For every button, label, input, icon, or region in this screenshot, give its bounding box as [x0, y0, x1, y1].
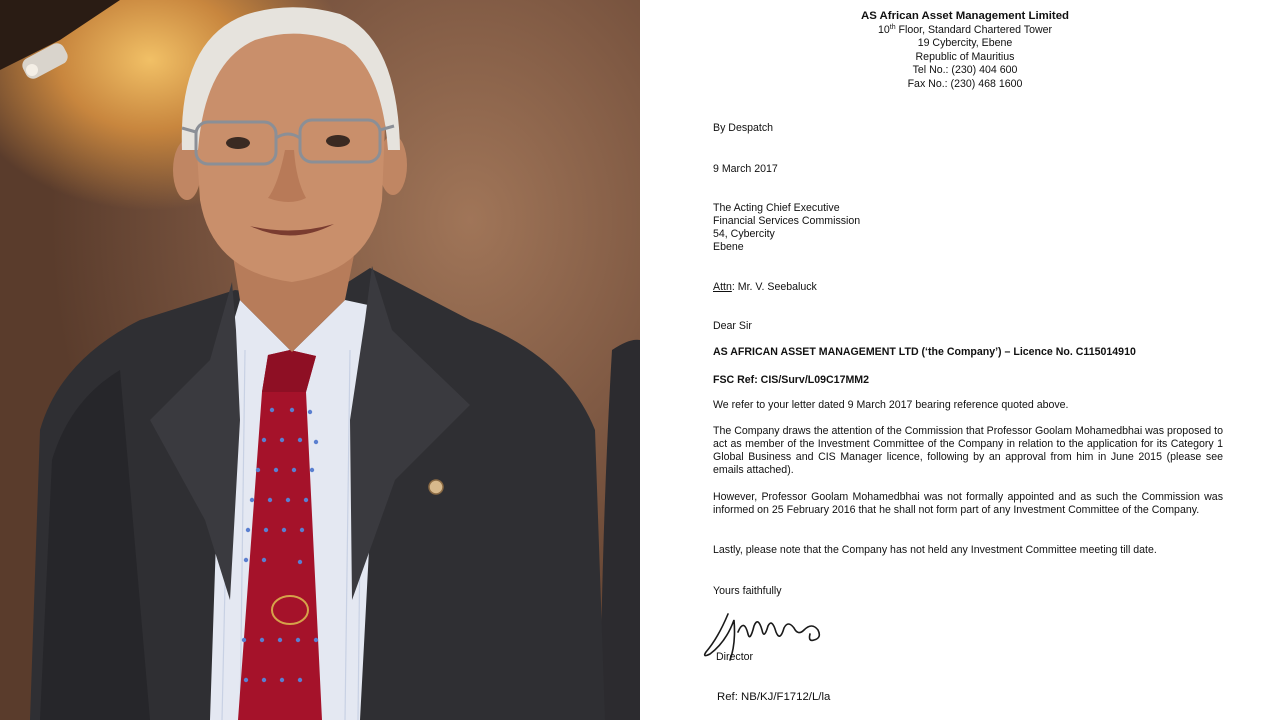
reference-heading: FSC Ref: CIS/Surv/L09C17MM2 — [713, 374, 869, 386]
recipient-line: 54, Cybercity — [713, 228, 775, 240]
delivery-method: By Despatch — [713, 122, 774, 134]
letter-page — [640, 0, 1280, 720]
letterhead-address-line-1 — [640, 24, 1280, 38]
floor-rest: Floor, Standard Chartered Tower — [895, 23, 1053, 36]
signer-title: Director — [716, 651, 754, 663]
left-eye — [226, 137, 250, 149]
attn-label: Attn — [713, 281, 732, 293]
recipient-line: The Acting Chief Executive — [713, 202, 840, 214]
recipient-block — [713, 202, 1223, 254]
closing: Yours faithfully — [713, 585, 782, 597]
ceiling-light — [0, 0, 120, 82]
letterhead-company: AS African Asset Management Limited — [860, 10, 1070, 22]
subject-line: AS AFRICAN ASSET MANAGEMENT LTD (‘the Company’) – Licence No. C115014910 — [713, 346, 1136, 358]
paragraph: Lastly, please note that the Company has not held any Investment Committee meeting till date. — [713, 544, 1157, 556]
floor-suffix: th — [889, 23, 896, 31]
letterhead-fax: Fax No.: (230) 468 1600 — [907, 77, 1023, 90]
letter-date: 9 March 2017 — [713, 163, 778, 175]
letterhead-address-line-2: 19 Cybercity, Ebene — [917, 37, 1013, 50]
side-shoulder — [600, 340, 640, 720]
footer-reference: Ref: NB/KJ/F1712/L/la — [717, 691, 831, 703]
floor-number: 10 — [877, 23, 890, 36]
letterhead — [640, 10, 1280, 92]
salutation: Dear Sir — [713, 320, 752, 332]
attention-line — [713, 281, 1223, 294]
recipient-line: Financial Services Commission — [713, 215, 861, 227]
paragraph: We refer to your letter dated 9 March 2017 bearing reference quoted above. — [713, 399, 1069, 411]
letterhead-tel: Tel No.: (230) 404 600 — [912, 64, 1018, 77]
lapel-pin-icon — [429, 480, 443, 494]
paragraph: However, Professor Goolam Mohamedbhai was not formally appointed and as such the Commission was informed on 25 February 2016 that he shall not form part of any Investment Committee of the Company. — [713, 491, 1223, 516]
paragraph: The Company draws the attention of the Commission that Professor Goolam Mohamedbhai was proposed to act as member of the Investment Committee of the Company in relation to the application for its Category 1 Global Business and CIS Manager licence, following by an approval from him in June 2015 (please see emails attached). — [713, 425, 1223, 476]
letterhead-address-line-3: Republic of Mauritius — [915, 50, 1015, 63]
right-eye — [326, 135, 350, 147]
recipient-line: Ebene — [713, 241, 744, 253]
attn-value: : Mr. V. Seebaluck — [731, 281, 817, 293]
